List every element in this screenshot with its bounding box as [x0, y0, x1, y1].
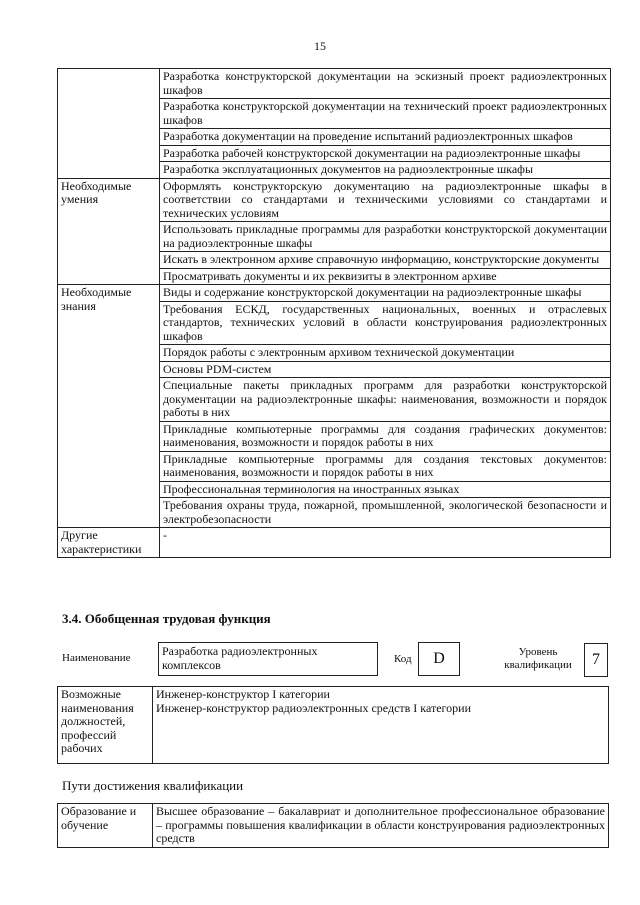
education-table: [57, 803, 609, 848]
knowledge-item: Виды и содержание конструкторской документации на радиоэлектронные шкафы: [160, 285, 611, 302]
knowledge-item: Прикладные компьютерные программы для создания графических документов: наименования, возможности и порядок работы в них: [160, 421, 611, 451]
section-title: 3.4. Обобщенная трудовая функция: [62, 611, 271, 626]
positions-values: [153, 687, 609, 764]
table-row: [58, 804, 609, 848]
knowledge-item: Требования ЕСКД, государственных национальных, военных и отраслевых стандартов, технических условий в области конструирования радиоэлектронных шкафов: [160, 301, 611, 345]
code-value: D: [418, 642, 460, 676]
other-label: Другие характеристики: [58, 528, 160, 558]
positions-label: Возможные наименования должностей, профессий рабочих: [58, 687, 153, 764]
paths-title: Пути достижения квалификации: [62, 778, 244, 793]
knowledge-item: Основы PDM-систем: [160, 361, 611, 378]
level-value: 7: [584, 643, 608, 677]
level-label: Уровень квалификации: [504, 646, 572, 671]
row-label: [58, 69, 160, 179]
skill-item: Оформлять конструкторскую документацию на радиоэлектронные шкафы в соответствии со стандартами и техническими условиями со стандартами и технических условиям: [160, 178, 611, 222]
labor-action: Разработка документации на проведение испытаний радиоэлектронных шкафов: [160, 129, 611, 146]
labor-action: Разработка конструкторской документации на технический проект радиоэлектронных шкафов: [160, 99, 611, 129]
table-row: [58, 528, 611, 558]
page-number: 15: [314, 39, 326, 53]
table-row: [58, 687, 609, 764]
knowledge-label: Необходимые знания: [58, 285, 160, 528]
knowledge-item: Прикладные компьютерные программы для создания текстовых документов: наименования, возможности и порядок работы в них: [160, 451, 611, 481]
knowledge-item: Порядок работы с электронным архивом технической документации: [160, 345, 611, 362]
table-row: [58, 178, 611, 222]
knowledge-item: Профессиональная терминология на иностранных языках: [160, 481, 611, 498]
education-value: Высшее образование – бакалавриат и дополнительное профессиональное образование – программы повышения квалификации в области конструирования радиоэлектронных средств: [153, 804, 609, 848]
skills-label: Необходимые умения: [58, 178, 160, 285]
table-row: [58, 285, 611, 302]
other-value: -: [160, 528, 611, 558]
skill-item: Использовать прикладные программы для разработки конструкторской документации на радиоэлектронные шкафы: [160, 222, 611, 252]
position-item: Инженер-конструктор радиоэлектронных средств I категории: [156, 700, 471, 715]
competency-table: [57, 68, 611, 558]
table-row: [58, 69, 611, 99]
skill-item: Просматривать документы и их реквизиты в электронном архиве: [160, 268, 611, 285]
code-label: Код: [394, 653, 412, 665]
labor-action: Разработка конструкторской документации на эскизный проект радиоэлектронных шкафов: [160, 69, 611, 99]
position-item: Инженер-конструктор I категории: [156, 687, 330, 701]
knowledge-item: Требования охраны труда, пожарной, промышленной, экологической безопасности и электробезопасности: [160, 498, 611, 528]
education-label: Образование и обучение: [58, 804, 153, 848]
name-label: Наименование: [62, 652, 131, 664]
labor-action: Разработка эксплуатационных документов на радиоэлектронные шкафы: [160, 162, 611, 179]
knowledge-item: Специальные пакеты прикладных программ для разработки конструкторской документации на радиоэлектронные шкафы: наименования, возможности и порядок работы в них: [160, 378, 611, 422]
name-value: Разработка радиоэлектронных комплексов: [158, 642, 378, 676]
skill-item: Искать в электронном архиве справочную информацию, конструкторские документы: [160, 252, 611, 269]
positions-table: [57, 686, 609, 764]
labor-action: Разработка рабочей конструкторской документации на радиоэлектронные шкафы: [160, 145, 611, 162]
